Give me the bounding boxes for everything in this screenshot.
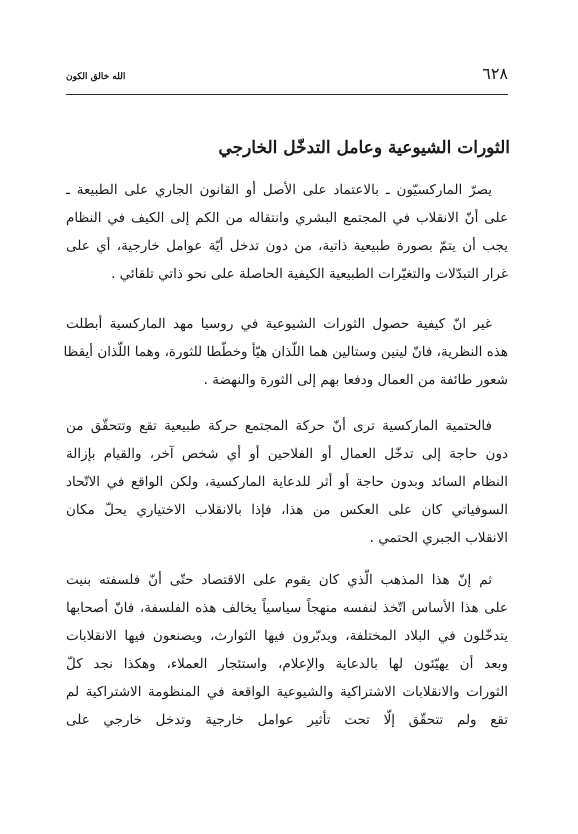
paragraph-4-line-1: ثم إنّ هذا المذهب الّذي كان يقوم على الاقتصاد حتّى أنّ فلسفته بنيت — [66, 572, 492, 588]
paragraph-4-line-3: يتدخّلون في البلاد المختلفة، ويدبّرون فيها الثوارث، ويصنعون فيها الانقلابات — [66, 628, 508, 644]
paragraph-4-line-2: على هذا الأساس اتّخذ لنفسه منهجاً سياسياً يخالف هذه الفلسفة، فانّ أصحابها — [66, 600, 508, 616]
section-title: الثورات الشيوعية وعامل التدخّل الخارجي — [218, 138, 510, 158]
paragraph-3-line-3: النظام السائد وبدون حاجة أو أثر للدعاية الماركسية، ولكن الواقع في الاتّحاد — [66, 474, 508, 490]
paragraph-3-line-1: فالحتمية الماركسية ترى أنّ حركة المجتمع حركة طبيعية تقع وتتحقّق من — [66, 418, 492, 434]
paragraph-2-line-1: غير انّ كيفية حصول الثورات الشيوعية في روسيا مهد الماركسية أبطلت — [66, 316, 492, 332]
header-divider — [66, 94, 508, 95]
paragraph-2-line-3: شعور طائفة من العمال ودفعا بهم إلى الثورة والنهضة . — [203, 372, 508, 388]
page-number: ٦٢٨ — [482, 64, 508, 83]
paragraph-3-line-2: دون حاجة إلى تدخّل العمال أو الفلاحين أو أي شخص آخر، والقيام بإزالة — [66, 446, 508, 462]
paragraph-1-line-2: على أنّ الانقلاب في المجتمع البشري وانتقاله من الكم إلى الكيف في النظام — [66, 210, 508, 226]
paragraph-2-line-2: هذه النظرية، فانّ لينين وستالين هما اللّذان هيّأ وخطّطا للثورة، وهما اللّذان أيقظا — [63, 344, 508, 360]
paragraph-3-line-4: السوفياتي كان على العكس من هذا، فإذا بالانقلاب الاختياري يحلّ مكان — [66, 502, 508, 518]
paragraph-4-line-4: وبعد أن يهيّئون لها بالدعاية والإعلام، واستئجار العملاء، وهكذا نجد كلّ — [66, 656, 508, 672]
paragraph-4-line-6: تقع ولم تتحقّق إلّا تحت تأثير عوامل خارجية وتدخل خارجي على — [66, 712, 508, 728]
running-header — [66, 62, 508, 92]
paragraph-3-line-5: الانقلاب الجبري الحتمي . — [369, 530, 508, 546]
paragraph-1-line-3: يجب أن يتمّ بصورة طبيعية ذاتية، من دون تدخل أيّة عوامل خارجية، أي على — [66, 238, 508, 254]
paragraph-4-line-5: الثورات والانقلابات الاشتراكية والشيوعية الواقعة في المنظومة الاشتراكية لم — [66, 684, 508, 700]
paragraph-1-line-4: غرار التبدّلات والتغيّرات الطبيعية الكيفية الحاصلة على نحو ذاتي تلقائي . — [111, 266, 508, 282]
book-title: الله خالق الكون — [66, 72, 126, 82]
paragraph-1-line-1: يصرّ الماركسيّون ـ بالاعتماد على الأصل أو القانون الجاري على الطبيعة ـ — [66, 182, 492, 198]
